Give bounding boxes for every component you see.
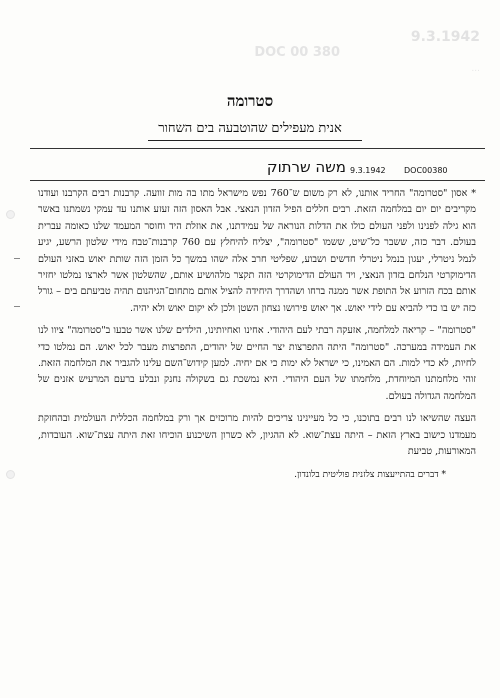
title-underline <box>148 140 362 141</box>
paragraph-1: * אסון "סטרומה" החריד אותנו, לא רק משום ש־760 נפש מישראל מתו בה מות זוועה. קרבנות רבים הקרבנו ועודנו מקריבים יום יום במלחמה הזאת. רבים חללים הפיל הזדון הנאצי. אבל האסון הזה זעזע אותנו עד עמקי נשמתנו באשר הוא גילה לפנינו ולפני העולם כולו את הדלות הנוראה של עמידתנו, את אוזלת היד וחוסר המעמד שלנו כאומה עברית בעולם. דבר כזה, ששבר כל־שיט, ששמו "סטרומה", יצליח להיחלץ עם 760 קרבנות־טבח מידי שלטון הרשע, יגיע לנמל ניטרלי, יעגון בנמל ניטרלי חדשים ושבוע, שפליטי חרב אלה ישהו במשך כל הזמן הזה שותת יאוש באזני העולם הדימוקרטי הנלחם בזדון הנאצי, ויד העולם הדימוקרטי הזה תקצר מלהושיע אותם, שהשלטון אשר לארצו נמלטו יחזיר אותם בכח הזרוע אל התופת אשר ממנה ברחו ושהדרך היחידה להציל אותם מתחום־הגיהנום תהיה טביעתם בים – גורל כזה יש בו כדי להביא עם לידי יאוש. אך יאוש פירושו נצחון השטן ולכן לא יקום יאוש ולא יהיה. <box>38 188 476 314</box>
punch-hole <box>6 470 15 479</box>
margin-mark <box>14 258 20 259</box>
author-name: משה שרתוק <box>266 158 346 176</box>
document-code: DOC00380 <box>404 166 448 175</box>
document-body <box>38 186 476 489</box>
paragraph-3: העצה שהשיאו לנו רבים בתוכנו, כי כל מעיינינו צריכים להיות מרוכזים אך ורק במלחמה הכללית העולמית ובהחזקת מעמדנו כישוב בארץ הזאת – היתה עצת־שוא. לא ההגיון, לא כשרון השיכנוע הוכיחו זאת היתה עצת־שוא. העובדות, המאורעות, טביעת <box>38 413 476 458</box>
margin-mark <box>14 306 20 307</box>
paragraph-2: "סטרומה" – קריאה למלחמה, אזעקה רבתי לעם היהודי. אחינו ואחיותינו, הילדים שלנו אשר טבעו ב"סטרומה" ציוו לנו את העמידה במערכה. "סטרומה" היתה התפרצות יצר החיים של יהודים, התפרצות מעבר לכל יאוש. הם נמלטו כדי לחיות, לא כדי למות. הם האמינו, כי ישראל לא ימות כי אם יחיה. למען קידוש־השם עלינו להגביר את המלחמה הזאת. זוהי מלחמתנו המיוחדת, מלחמתו של העם היהודי. היא נמשכת גם בשקולה נחנק ונבלע ברעם המרעיש אזנים של המלחמה הגדולה בעולם. <box>38 325 476 402</box>
bleed-through-text: ... <box>471 64 480 74</box>
bleed-through-code: DOC 00 380 <box>254 45 340 60</box>
document-title: סטרומה <box>226 92 274 110</box>
meta-divider <box>30 180 485 181</box>
footnote: * דברים בהתייעצות צלזנית פוליטית בלונדון. <box>294 469 446 480</box>
bleed-through-date: 9.3.1942 <box>410 29 480 45</box>
document-subtitle: אנית מעפילים שהוטבעה בים השחור <box>158 121 342 136</box>
document-date: 9.3.1942 <box>350 166 386 175</box>
punch-hole <box>6 210 15 219</box>
header-divider <box>30 148 485 149</box>
